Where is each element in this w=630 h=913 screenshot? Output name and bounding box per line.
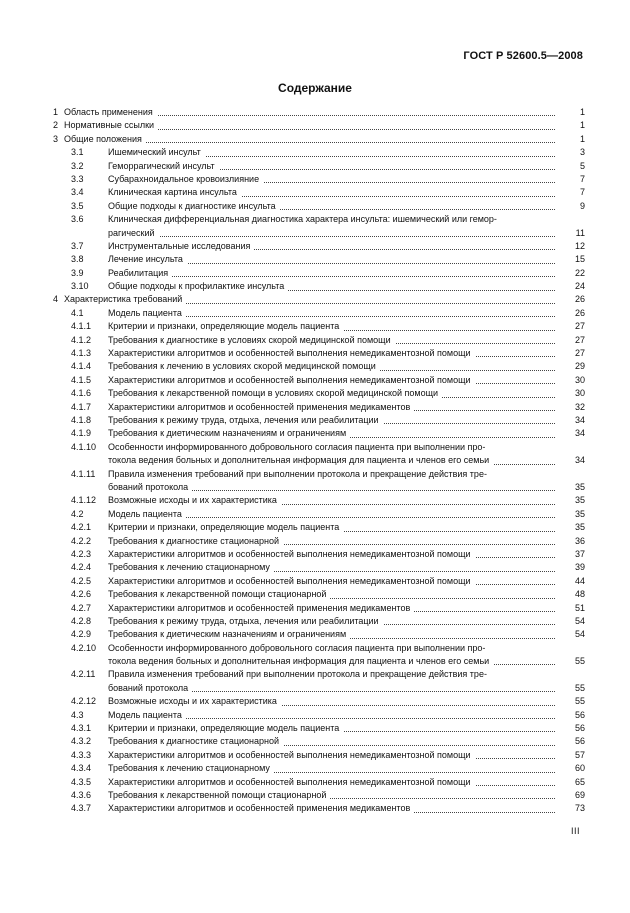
toc-entry-number: 4.2.6 bbox=[71, 589, 92, 600]
toc-entry-number: 4.1.1 bbox=[71, 321, 92, 332]
toc-entry-title bbox=[64, 133, 555, 146]
page-folio: III bbox=[570, 826, 580, 836]
toc-entry[interactable] bbox=[52, 267, 585, 280]
toc-entry-title bbox=[108, 374, 555, 387]
toc-entry[interactable] bbox=[52, 535, 585, 548]
toc-entry[interactable] bbox=[52, 508, 585, 521]
toc-entry-number: 3.6 bbox=[71, 214, 84, 225]
toc-entry[interactable] bbox=[52, 387, 585, 400]
toc-entry[interactable] bbox=[52, 468, 585, 495]
toc-entry-number: 4.3.7 bbox=[71, 803, 92, 814]
toc-entry-title bbox=[108, 454, 555, 467]
toc-entry-number: 4 bbox=[53, 294, 59, 305]
toc-entry-number: 4.2 bbox=[71, 508, 84, 519]
toc-entry-page-number: 7 bbox=[579, 173, 585, 184]
toc-entry[interactable] bbox=[52, 602, 585, 615]
toc-entry-title bbox=[108, 334, 555, 347]
toc-entry-number: 4.1.3 bbox=[71, 348, 92, 359]
toc-entry-title bbox=[108, 628, 555, 641]
toc-entry-title bbox=[108, 240, 555, 253]
toc-entry-page-number: 27 bbox=[574, 348, 585, 359]
toc-entry-title-text: Требования к диетическим назначениям и ограничениям bbox=[108, 629, 350, 639]
toc-entry-title-text: Общие подходы к профилактике инсульта bbox=[108, 281, 288, 291]
toc-entry-title-text: Инструментальные исследования bbox=[108, 241, 254, 251]
toc-entry-title bbox=[108, 709, 555, 722]
toc-entry-title bbox=[108, 762, 555, 775]
toc-entry-page-number: 27 bbox=[574, 334, 585, 345]
toc-entry-title bbox=[108, 173, 555, 186]
toc-entry-title-text: Область применения bbox=[64, 107, 157, 117]
toc-entry-number: 4.1.11 bbox=[71, 468, 96, 479]
toc-entry[interactable] bbox=[52, 588, 585, 601]
toc-entry-number: 4.3.6 bbox=[71, 790, 92, 800]
toc-entry-number: 4.1.9 bbox=[71, 428, 92, 439]
toc-entry-title bbox=[108, 387, 555, 400]
toc-entry[interactable] bbox=[52, 735, 585, 748]
toc-entry-number: 4.1.7 bbox=[71, 401, 92, 412]
toc-entry[interactable] bbox=[52, 119, 585, 132]
toc-entry-title bbox=[108, 146, 555, 159]
toc-entry-title bbox=[108, 481, 555, 494]
toc-entry-title bbox=[108, 682, 555, 695]
toc-entry-number: 4.1.4 bbox=[71, 361, 92, 372]
toc-entry-title bbox=[108, 789, 555, 802]
toc-entry-title-text: Общие подходы к диагностике инсульта bbox=[108, 201, 280, 211]
toc-entry-title-text: Требования к лечению стационарному bbox=[108, 763, 274, 773]
toc-entry-title bbox=[108, 548, 555, 561]
toc-entry-title-text: Характеристики алгоритмов и особенностей применения медикаментов bbox=[108, 603, 414, 613]
toc-entry-number: 3.1 bbox=[71, 147, 84, 158]
toc-entry-page-number: 26 bbox=[574, 294, 585, 305]
toc-entry-number: 3.5 bbox=[71, 200, 84, 211]
toc-entry-title bbox=[108, 561, 555, 574]
toc-entry-title-text: Требования к режиму труда, отдыха, лечения или реабилитации bbox=[108, 616, 383, 626]
toc-entry-title bbox=[108, 494, 555, 507]
toc-entry-title-text: токола ведения больных и дополнительная информация для пациента и членов его семьи bbox=[108, 455, 493, 465]
toc-entry-title bbox=[108, 575, 555, 588]
toc-entry[interactable] bbox=[52, 548, 585, 561]
toc-entry[interactable] bbox=[52, 642, 585, 669]
page-title: Содержание bbox=[278, 81, 352, 95]
toc-entry-page-number: 57 bbox=[574, 749, 585, 760]
toc-entry-number: 4.3.4 bbox=[71, 763, 92, 774]
toc-entry[interactable] bbox=[52, 521, 585, 534]
toc-entry-number: 4.1 bbox=[71, 307, 84, 318]
toc-entry-page-number: 35 bbox=[574, 508, 585, 519]
toc-entry-number: 4.2.11 bbox=[71, 669, 96, 680]
toc-entry-title-text: Требования к диагностике стационарной bbox=[108, 736, 283, 746]
toc-entry-number: 4.2.7 bbox=[71, 602, 92, 613]
toc-entry-title bbox=[108, 227, 555, 240]
toc-entry-title-text: рагический bbox=[108, 228, 159, 238]
toc-entry[interactable] bbox=[52, 146, 585, 159]
toc-entry-title-text: Характеристики алгоритмов и особенностей выполнения немедикаментозной помощи bbox=[108, 576, 475, 586]
toc-entry-title bbox=[64, 119, 555, 132]
toc-entry-title bbox=[108, 508, 555, 521]
toc-entry-number: 4.3.2 bbox=[71, 736, 92, 747]
toc-entry-page-number: 48 bbox=[574, 589, 585, 600]
toc-entry-number: 1 bbox=[53, 107, 59, 117]
toc-entry-page-number: 56 bbox=[574, 709, 585, 720]
toc-entry[interactable] bbox=[52, 293, 585, 306]
toc-entry-page-number: 44 bbox=[574, 575, 585, 586]
toc-entry[interactable] bbox=[52, 762, 585, 775]
toc-entry-number: 3.3 bbox=[71, 173, 84, 184]
toc-entry[interactable] bbox=[52, 360, 585, 373]
toc-entry[interactable] bbox=[52, 240, 585, 253]
toc-entry-title-line1: Правила изменения требований при выполнении протокола и прекращение действия тре- bbox=[108, 468, 487, 479]
toc-entry-title-text: Клиническая картина инсульта bbox=[108, 187, 241, 197]
toc-entry-title-text: Характеристики алгоритмов и особенностей выполнения немедикаментозной помощи bbox=[108, 375, 475, 385]
toc-entry-number: 3.10 bbox=[71, 281, 89, 292]
toc-entry-page-number: 30 bbox=[574, 388, 585, 399]
toc-entry-title bbox=[108, 615, 555, 628]
toc-entry-title bbox=[108, 535, 555, 548]
toc-entry[interactable] bbox=[52, 186, 585, 199]
toc-entry-title-text: Характеристика требований bbox=[64, 294, 186, 304]
toc-entry[interactable] bbox=[52, 160, 585, 173]
toc-entry-number: 3 bbox=[53, 133, 59, 144]
toc-entry-page-number: 29 bbox=[574, 361, 585, 372]
toc-entry-number: 4.3.3 bbox=[71, 749, 92, 760]
toc-entry-number: 4.1.2 bbox=[71, 334, 92, 345]
toc-entry-page-number: 65 bbox=[574, 776, 585, 787]
toc-entry-title-text: Критерии и признаки, определяющие модель пациента bbox=[108, 321, 343, 331]
toc-entry-page-number: 30 bbox=[574, 374, 585, 385]
toc-entry-title-text: Возможные исходы и их характеристика bbox=[108, 495, 281, 505]
toc-entry-page-number: 34 bbox=[574, 455, 585, 466]
toc-entry[interactable] bbox=[52, 347, 585, 360]
toc-entry-title-text: Характеристики алгоритмов и особенностей применения медикаментов bbox=[108, 803, 414, 813]
toc-entry[interactable] bbox=[52, 789, 585, 802]
toc-entry-title bbox=[108, 695, 555, 708]
toc-entry-title-text: Критерии и признаки, определяющие модель пациента bbox=[108, 723, 343, 733]
toc-entry[interactable] bbox=[52, 307, 585, 320]
toc-entry-number: 3.9 bbox=[71, 267, 84, 278]
toc-entry-title bbox=[108, 735, 555, 748]
toc-entry-number: 4.2.1 bbox=[71, 522, 92, 533]
toc-entry-title bbox=[108, 347, 555, 360]
toc-entry-title bbox=[108, 802, 555, 815]
toc-entry-title-text: Требования к диагностике в условиях скорой медицинской помощи bbox=[108, 335, 395, 345]
toc-entry-number: 4.2.2 bbox=[71, 535, 92, 546]
toc-entry-title-text: Требования к лекарственной помощи в условиях скорой медицинской помощи bbox=[108, 388, 442, 398]
toc-entry-number: 4.3 bbox=[71, 709, 84, 720]
toc-entry-title-text: Ишемический инсульт bbox=[108, 147, 205, 157]
toc-entry-page-number: 26 bbox=[574, 307, 585, 318]
toc-entry-number: 4.1.8 bbox=[71, 415, 92, 425]
toc-entry-page-number: 54 bbox=[574, 615, 585, 626]
toc-entry-title-text: Требования к лечению в условиях скорой медицинской помощи bbox=[108, 361, 380, 371]
toc-entry-page-number: 54 bbox=[574, 629, 585, 640]
toc-entry-title-text: Характеристики алгоритмов и особенностей выполнения немедикаментозной помощи bbox=[108, 750, 475, 760]
toc-entry-title-text: Возможные исходы и их характеристика bbox=[108, 696, 281, 706]
toc-entry-page-number: 56 bbox=[574, 723, 585, 734]
toc-entry-title-text: Лечение инсульта bbox=[108, 254, 187, 264]
toc-entry-number: 4.1.6 bbox=[71, 388, 92, 399]
toc-entry-title-text: Модель пациента bbox=[108, 509, 186, 519]
toc-entry[interactable] bbox=[52, 494, 585, 507]
toc-entry[interactable] bbox=[52, 173, 585, 186]
toc-entry-title-text: Характеристики алгоритмов и особенностей применения медикаментов bbox=[108, 402, 414, 412]
toc-entry[interactable] bbox=[52, 802, 585, 815]
toc-entry-title bbox=[108, 521, 555, 534]
toc-entry-title bbox=[108, 280, 555, 293]
toc-entry-title-text: Геморрагический инсульт bbox=[108, 161, 219, 171]
toc-entry[interactable] bbox=[52, 414, 585, 427]
toc-entry-title-text: Характеристики алгоритмов и особенностей выполнения немедикаментозной помощи bbox=[108, 549, 475, 559]
toc-entry[interactable] bbox=[52, 776, 585, 789]
toc-entry-title-text: Требования к лечению стационарному bbox=[108, 562, 274, 572]
toc-entry-title bbox=[108, 776, 555, 789]
toc-entry-title bbox=[108, 186, 555, 199]
toc-entry[interactable] bbox=[52, 280, 585, 293]
toc-entry[interactable] bbox=[52, 334, 585, 347]
toc-entry-number: 3.2 bbox=[71, 160, 84, 171]
toc-entry-title-line1: Клиническая дифференциальная диагностика характера инсульта: ишемический или гемор- bbox=[108, 214, 497, 225]
toc-entry[interactable] bbox=[52, 401, 585, 414]
toc-entry-title bbox=[108, 655, 555, 668]
toc-entry-title bbox=[108, 253, 555, 266]
toc-entry-title-text: Модель пациента bbox=[108, 710, 186, 720]
toc-entry-title bbox=[64, 293, 555, 306]
toc-entry[interactable] bbox=[52, 628, 585, 641]
toc-entry-page-number: 55 bbox=[574, 682, 585, 693]
toc-entry-page-number: 12 bbox=[574, 240, 585, 251]
toc-entry-number: 4.3.5 bbox=[71, 776, 92, 787]
toc-entry-page-number: 27 bbox=[574, 321, 585, 332]
toc-entry-number: 3.7 bbox=[71, 240, 84, 251]
toc-entry-page-number: 5 bbox=[579, 160, 585, 171]
toc-entry-page-number: 36 bbox=[574, 535, 585, 546]
toc-entry-title-text: Реабилитация bbox=[108, 268, 172, 278]
toc-entry-page-number: 55 bbox=[574, 696, 585, 707]
toc-entry-title-text: Критерии и признаки, определяющие модель пациента bbox=[108, 522, 343, 532]
toc-entry-title bbox=[108, 160, 555, 173]
dot-leader bbox=[108, 276, 555, 277]
toc-entry-title-text: Субарахноидальное кровоизлияние bbox=[108, 174, 263, 184]
toc-entry-page-number: 7 bbox=[579, 187, 585, 198]
toc-entry-page-number: 1 bbox=[579, 120, 585, 131]
toc-entry[interactable] bbox=[52, 427, 585, 440]
toc-entry-title bbox=[108, 749, 555, 762]
toc-entry-number: 3.8 bbox=[71, 254, 84, 265]
toc-entry-title-text: бований протокола bbox=[108, 683, 192, 693]
toc-entry[interactable] bbox=[52, 253, 585, 266]
toc-entry-title bbox=[108, 602, 555, 615]
toc-entry-number: 2 bbox=[53, 120, 59, 131]
toc-entry[interactable] bbox=[52, 561, 585, 574]
toc-entry-title-text: Нормативные ссылки bbox=[64, 120, 158, 130]
toc-entry-number: 4.2.3 bbox=[71, 548, 92, 559]
toc-entry-page-number: 1 bbox=[579, 107, 585, 117]
toc-entry[interactable] bbox=[52, 668, 585, 695]
toc-entry[interactable] bbox=[52, 213, 585, 240]
toc-entry-page-number: 55 bbox=[574, 656, 585, 667]
toc-entry-number: 4.1.5 bbox=[71, 374, 92, 385]
toc-entry[interactable] bbox=[52, 722, 585, 735]
toc-entry-title bbox=[108, 722, 555, 735]
toc-entry-page-number: 1 bbox=[579, 133, 585, 144]
toc-entry-number: 4.2.4 bbox=[71, 562, 92, 573]
toc-entry-title-text: Требования к диетическим назначениям и ограничениям bbox=[108, 428, 350, 438]
toc-entry-title bbox=[64, 106, 555, 119]
toc-entry-number: 3.4 bbox=[71, 187, 84, 198]
toc-entry-number: 4.3.1 bbox=[71, 723, 92, 734]
toc-entry[interactable] bbox=[52, 749, 585, 762]
toc-entry-page-number: 73 bbox=[574, 803, 585, 814]
toc-entry-title bbox=[108, 360, 555, 373]
toc-entry-title bbox=[108, 320, 555, 333]
toc-entry-number: 4.2.8 bbox=[71, 615, 92, 626]
toc-entry-number: 4.1.10 bbox=[71, 441, 97, 452]
toc-entry[interactable] bbox=[52, 374, 585, 387]
toc-entry-page-number: 37 bbox=[574, 548, 585, 559]
toc-entry-page-number: 34 bbox=[574, 415, 585, 425]
toc-entry-page-number: 15 bbox=[574, 254, 585, 265]
toc-entry-page-number: 22 bbox=[574, 267, 585, 278]
toc-entry-number: 4.1.12 bbox=[71, 495, 97, 506]
toc-entry[interactable] bbox=[52, 106, 585, 119]
toc-entry-title-text: Модель пациента bbox=[108, 308, 186, 318]
toc-entry-page-number: 3 bbox=[579, 147, 585, 158]
toc-entry[interactable] bbox=[52, 200, 585, 213]
toc-entry-number: 4.2.12 bbox=[71, 696, 97, 707]
toc-entry-title bbox=[108, 267, 555, 280]
toc-entry-title-line1: Правила изменения требований при выполнении протокола и прекращение действия тре- bbox=[108, 669, 487, 680]
toc-entry-title bbox=[108, 588, 555, 601]
document-standard-header: ГОСТ Р 52600.5—2008 bbox=[463, 50, 583, 62]
toc-entry-page-number: 35 bbox=[574, 481, 585, 492]
toc-entry-page-number: 32 bbox=[574, 401, 585, 412]
toc-entry-title bbox=[108, 401, 555, 414]
toc-entry-page-number: 24 bbox=[574, 281, 585, 292]
toc-entry-page-number: 35 bbox=[574, 495, 585, 506]
toc-entry-page-number: 69 bbox=[574, 790, 585, 800]
toc-entry-title-text: Характеристики алгоритмов и особенностей выполнения немедикаментозной помощи bbox=[108, 348, 475, 358]
table-of-contents bbox=[52, 106, 585, 816]
toc-entry-title-text: бований протокола bbox=[108, 482, 192, 492]
toc-entry-page-number: 39 bbox=[574, 562, 585, 573]
toc-entry[interactable] bbox=[52, 695, 585, 708]
toc-entry-number: 4.2.10 bbox=[71, 642, 97, 653]
toc-entry-page-number: 34 bbox=[574, 428, 585, 439]
toc-entry-title-text: Требования к диагностике стационарной bbox=[108, 536, 283, 546]
toc-entry-title bbox=[108, 307, 555, 320]
toc-entry[interactable] bbox=[52, 320, 585, 333]
toc-entry-page-number: 60 bbox=[574, 763, 585, 774]
toc-entry-title bbox=[108, 414, 555, 427]
toc-entry-page-number: 35 bbox=[574, 522, 585, 533]
toc-entry-number: 4.2.9 bbox=[71, 629, 92, 640]
toc-entry[interactable] bbox=[52, 441, 585, 468]
toc-entry-page-number: 11 bbox=[575, 227, 585, 238]
toc-entry-title-text: токола ведения больных и дополнительная информация для пациента и членов его семьи bbox=[108, 656, 493, 666]
toc-entry[interactable] bbox=[52, 575, 585, 588]
toc-entry-page-number: 9 bbox=[579, 200, 585, 211]
toc-entry-title-text: Требования к режиму труда, отдыха, лечения или реабилитации bbox=[108, 415, 383, 425]
toc-entry-title-line1: Особенности информированного добровольного согласия пациента при выполнении про- bbox=[108, 441, 486, 452]
dot-leader bbox=[108, 236, 555, 237]
toc-entry-title bbox=[108, 200, 555, 213]
toc-entry-title-line1: Особенности информированного добровольного согласия пациента при выполнении про- bbox=[108, 642, 486, 653]
toc-entry-title-text: Общие положения bbox=[64, 134, 146, 144]
toc-entry-title-text: Характеристики алгоритмов и особенностей выполнения немедикаментозной помощи bbox=[108, 777, 475, 787]
toc-entry[interactable] bbox=[52, 709, 585, 722]
toc-entry[interactable] bbox=[52, 133, 585, 146]
toc-entry-page-number: 56 bbox=[574, 736, 585, 747]
toc-entry-title-text: Требования к лекарственной помощи стационарной bbox=[108, 589, 330, 599]
toc-entry-number: 4.2.5 bbox=[71, 575, 92, 586]
toc-entry[interactable] bbox=[52, 615, 585, 628]
toc-entry-title bbox=[108, 427, 555, 440]
toc-entry-page-number: 51 bbox=[574, 602, 585, 613]
toc-entry-title-text: Требования к лекарственной помощи стационарной bbox=[108, 790, 330, 800]
